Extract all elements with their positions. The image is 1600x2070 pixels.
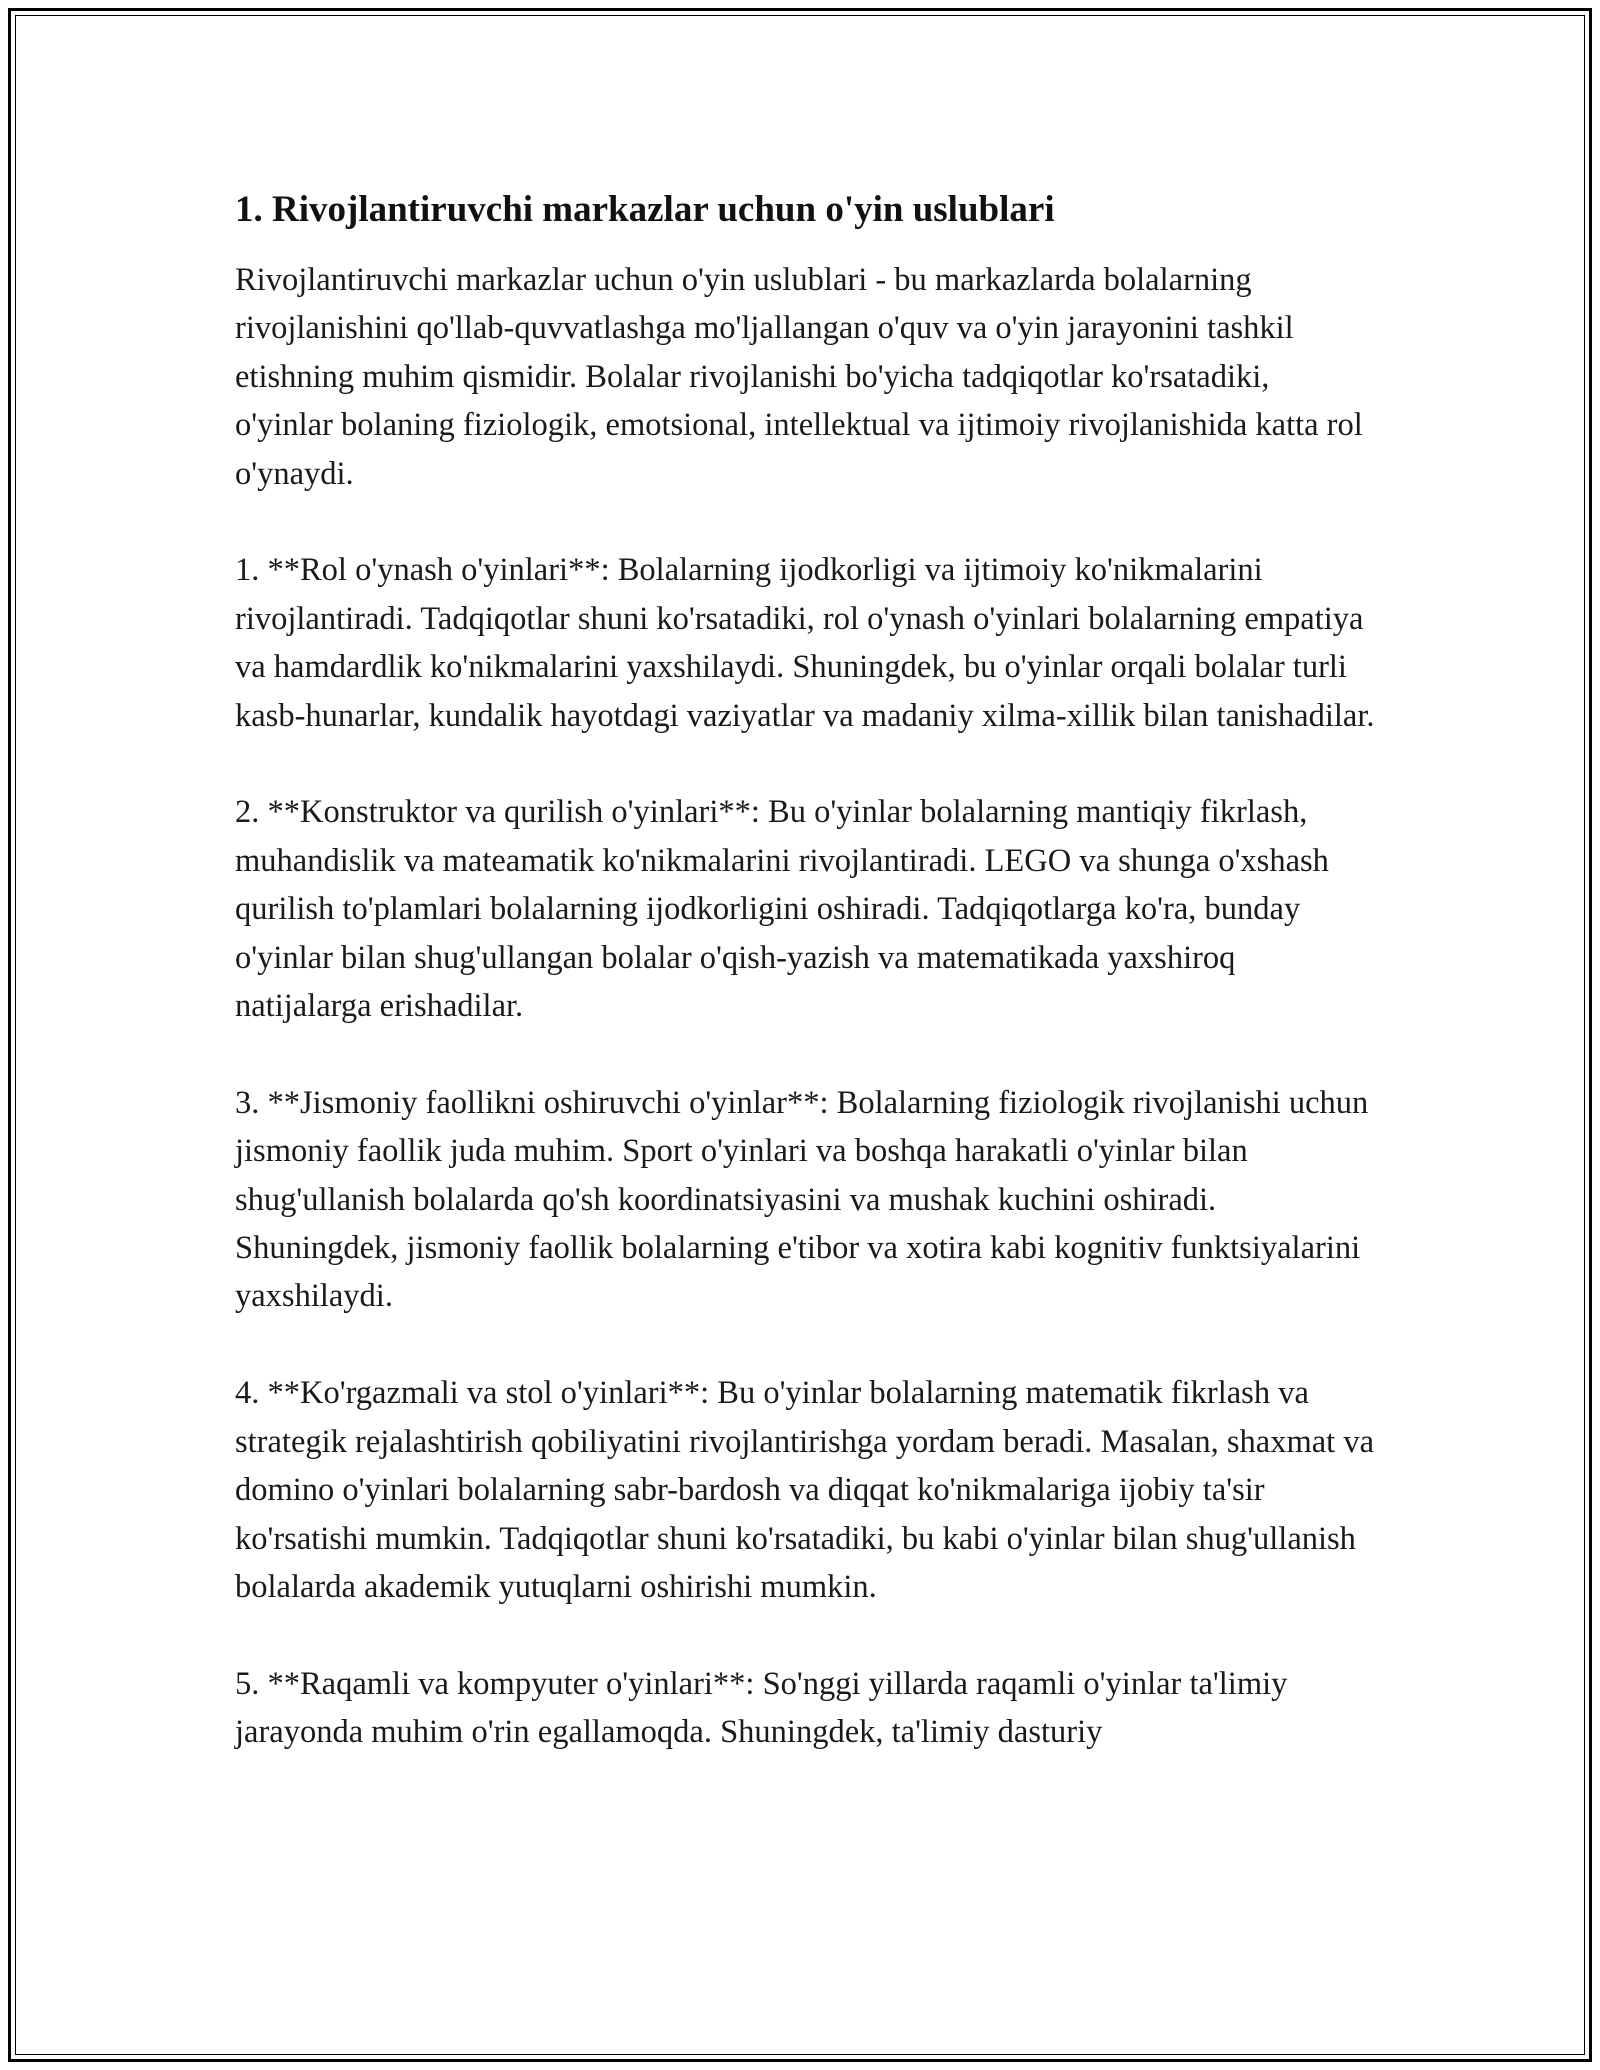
paragraph-role-play-games: 1. **Rol o'ynash o'yinlari**: Bolalarning ijodkorligi va ijtimoiy ko'nikmalarini rivojlantiradi. Tadqiqotlar shuni ko'rsatadiki, rol o'ynash o'yinlari bolalarning empatiya va hamdardlik ko'nikmalarini yaxshilaydi. Shuningdek, bu o'yinlar orqali bolalar turli kasb-hunarlar, kundalik hayotdagi vaziyatlar va madaniy xilma-xillik bilan tanishadilar. [235, 552, 1375, 734]
section-heading: 1. Rivojlantiruvchi markazlar uchun o'yin uslublari [235, 189, 1055, 230]
intro-paragraph: Rivojlantiruvchi markazlar uchun o'yin uslublari - bu markazlarda bolalarning rivojlanishini qo'llab-quvvatlashga mo'ljallangan o'quv va o'yin jarayonini tashkil etishning muhim qismidir. Bolalar rivojlanishi bo'yicha tadqiqotlar ko'rsatadiki, o'yinlar bolaning fiziologik, emotsional, intellektual va ijtimoiy rivojlanishida katta rol o'ynaydi. [235, 262, 1363, 492]
paragraph-physical-activity-games: 3. **Jismoniy faollikni oshiruvchi o'yinlar**: Bolalarning fiziologik rivojlanishi uchun jismoniy faollik juda muhim. Sport o'yinlari va boshqa harakatli o'yinlar bilan shug'ullanish bolalarda qo'sh koordinatsiyasini va mushak kuchini oshiradi. Shuningdek, jismoniy faollik bolalarning e'tibor va xotira kabi kognitiv funktsiyalarini yaxshilaydi. [235, 1084, 1369, 1315]
paragraph-board-games: 4. **Ko'rgazmali va stol o'yinlari**: Bu o'yinlar bolalarning matematik fikrlash va strategik rejalashtirish qobiliyatini rivojlantirishga yordam beradi. Masalan, shaxmat va domino o'yinlari bolalarning sabr-bardosh va diqqat ko'nikmalariga ijobiy ta'sir ko'rsatishi mumkin. Tadqiqotlar shuni ko'rsatadiki, bu kabi o'yinlar bilan shug'ullanish bolalarda akademik yutuqlarni oshirishi mumkin. [235, 1375, 1375, 1605]
document-body [235, 186, 1375, 1805]
paragraph-construction-games: 2. **Konstruktor va qurilish o'yinlari**: Bu o'yinlar bolalarning mantiqiy fikrlash, muhandislik va mateamatik ko'nikmalarini rivojlantiradi. LEGO va shunga o'xshash qurilish to'plamlari bolalarning ijodkorligini oshiradi. Tadqiqotlarga ko'ra, bunday o'yinlar bilan shug'ullangan bolalar o'qish-yazish va matematikada yaxshiroq natijalarga erishadilar. [235, 794, 1329, 1025]
paragraph-digital-games: 5. **Raqamli va kompyuter o'yinlari**: So'nggi yillarda raqamli o'yinlar ta'limiy jarayonda muhim o'rin egallamoqda. Shuningdek, ta'limiy dasturiy [235, 1665, 1288, 1751]
